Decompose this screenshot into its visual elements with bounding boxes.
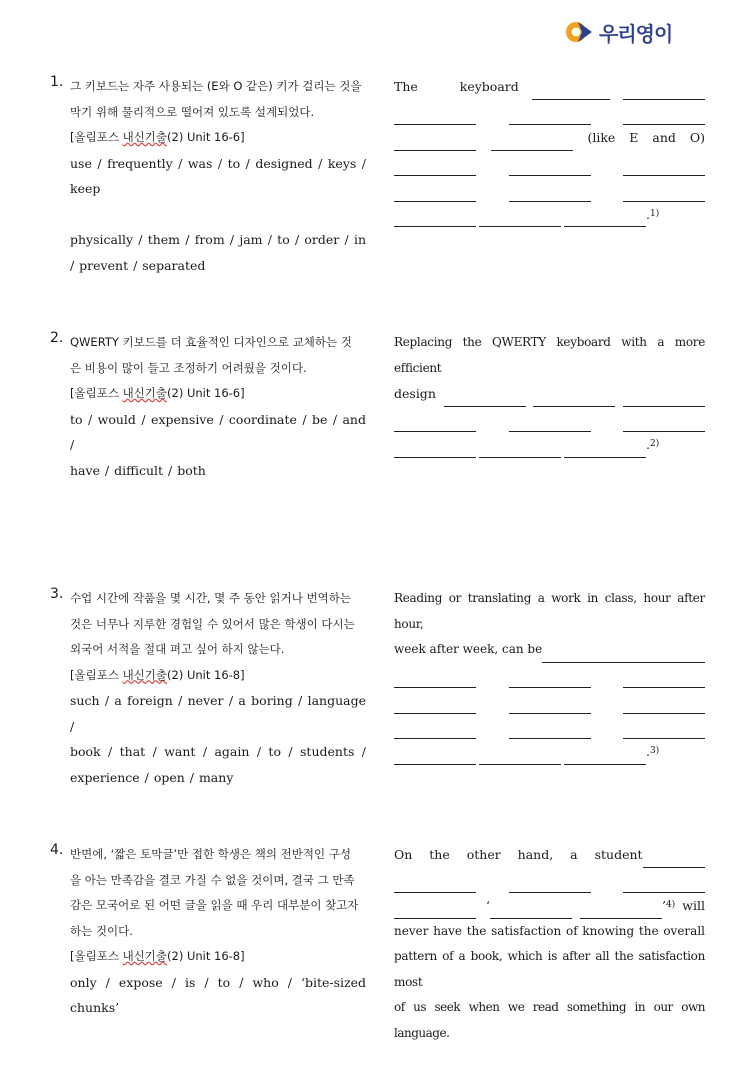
answer-prefix: Reading or translating a work in class, hour after hour, [394,591,705,631]
answer-blank[interactable] [623,392,705,407]
answer-blank[interactable] [564,212,646,227]
word-bank-line: use / frequently / was / to / designed / keys / keep [70,155,366,196]
answer-blank[interactable] [509,724,591,739]
korean-line: 그 키보드는 자주 사용되는 (E와 O 같은) 키가 걸리는 것을 [70,79,362,93]
footnote-marker: 4) [665,900,676,910]
answer-blank[interactable] [509,417,591,432]
answer-blank[interactable] [509,187,591,202]
word-bank-line: experience / open / many [70,769,234,785]
korean-line: 은 비용이 많이 들고 조정하기 어려웠을 것이다. [70,360,307,375]
answer-prefix: On the other hand, a student [394,847,643,862]
answer-blank[interactable] [580,904,662,919]
question-number: 2. [50,330,64,346]
word-bank-line: physically / them / from / jam / to / order / in [70,232,366,247]
answer-blank[interactable] [623,85,705,100]
word-bank-line: / prevent / separated [70,257,206,273]
korean-line: 외국어 서적을 절대 펴고 싶어 하지 않는다. [70,642,285,656]
answer-blank[interactable] [564,443,646,458]
answer-prefix: The keyboard [394,79,519,94]
word-bank-line: book / that / want / again / to / students / [70,744,366,759]
korean-line: QWERTY 키보드를 더 효율적인 디자인으로 교체하는 것 [70,335,352,349]
answer-blank[interactable] [394,904,476,919]
answer-blank[interactable] [533,392,615,407]
question-number: 3. [50,586,64,602]
answer-blank[interactable] [394,699,476,714]
answer-prefix: design [394,386,436,401]
answer-blank[interactable] [479,212,561,227]
answer-hint: (like E and O) [587,130,705,145]
source-ref: [올림포스 내신기출(2) Unit 16-6] [70,386,245,400]
answer-blank[interactable] [542,648,623,663]
answer-blank[interactable] [623,724,705,739]
answer-blank[interactable] [394,417,476,432]
answer-prefix: week after week, can be [394,642,543,656]
answer-blank[interactable] [479,443,561,458]
answer-blank[interactable] [394,443,476,458]
korean-line: 반면에, ‘짧은 토막글’만 접한 학생은 책의 전반적인 구성 [70,847,351,861]
answer-blank[interactable] [509,673,591,688]
answer-blank[interactable] [394,212,476,227]
answer-blank[interactable] [479,750,561,765]
korean-line: 막기 위해 물리적으로 떨어져 있도록 설계되었다. [70,104,315,119]
answer-blank[interactable] [394,136,476,151]
answer-line: of us seek when we read something in our own language. [394,1000,705,1040]
footnote-marker: 1) [649,208,660,219]
answer-blank[interactable] [509,878,591,893]
answer-blank[interactable] [491,136,573,151]
answer-blank[interactable] [624,648,705,663]
answer-blank[interactable] [509,699,591,714]
word-bank-line: only / expose / is / to / who / ‘bite-sized chunks’ [70,974,366,1015]
korean-line: 을 아는 만족감을 결코 가질 수 없을 것이며, 결국 그 만족 [70,872,355,887]
word-bank-line [70,202,366,228]
answer-blank[interactable] [564,750,646,765]
answer-area: Reading or translating a work in class, hour after hour, week after week, can be . 3) [394,586,705,765]
answer-blank[interactable] [509,161,591,176]
source-ref: [올림포스 내신기출(2) Unit 16-8] [70,949,245,963]
answer-line: never have the satisfaction of knowing the overall [394,923,705,938]
answer-blank[interactable] [394,750,476,765]
korean-line: 것은 너무나 지루한 경험일 수 있어서 많은 학생이 다시는 [70,616,355,631]
korean-line: 수업 시간에 작품을 몇 시간, 몇 주 동안 읽거나 번역하는 [70,591,351,605]
answer-blank[interactable] [394,878,476,893]
answer-blank[interactable] [623,417,705,432]
answer-area [394,842,705,1046]
word-bank-line: such / a foreign / never / a boring / language / [70,693,366,734]
logo-mark-icon [565,19,595,45]
korean-line: 감은 모국어로 된 어떤 글을 읽을 때 우리 대부분이 찾고자 [70,898,359,912]
answer-blank[interactable] [623,699,705,714]
source-ref: [올림포스 내신기출(2) Unit 16-8] [70,667,245,682]
quote-close: ’ [661,898,666,913]
answer-blank[interactable] [394,161,476,176]
source-ref: [올림포스 내신기출(2) Unit 16-6] [70,130,245,144]
word-bank-line: to / would / expensive / coordinate / be / and / [70,411,366,452]
korean-line: 하는 것이다. [70,923,133,938]
answer-area: Replacing the QWERTY keyboard with a more efficient design . 2) [394,330,705,458]
answer-blank[interactable] [623,161,705,176]
answer-blank[interactable] [623,878,705,893]
answer-line: pattern of a book, which is after all the satisfaction most [394,949,705,989]
answer-blank[interactable] [444,392,526,407]
question-number: 1. [50,74,64,90]
answer-blank[interactable] [532,85,610,100]
footnote-marker: 3) [649,746,660,756]
word-bank-line: have / difficult / both [70,462,206,478]
question-number: 4. [50,842,64,858]
answer-blank[interactable] [394,673,476,688]
answer-blank[interactable] [643,853,705,868]
answer-area: The keyboard (like E and O) . 1) [394,74,705,227]
answer-blank[interactable] [623,110,705,125]
answer-blank[interactable] [394,110,476,125]
answer-prefix: Replacing the QWERTY keyboard with a more efficient [394,335,705,375]
logo-text: 우리영이 [599,21,673,46]
answer-blank[interactable] [509,110,591,125]
answer-suffix: will [682,898,705,913]
answer-blank[interactable] [623,187,705,202]
brand-logo [565,17,672,47]
quote-open: ‘ [486,898,490,913]
footnote-marker: 2) [649,439,660,449]
answer-blank[interactable] [394,724,476,739]
answer-blank[interactable] [394,187,476,202]
answer-blank[interactable] [490,904,572,919]
answer-blank[interactable] [623,673,705,688]
